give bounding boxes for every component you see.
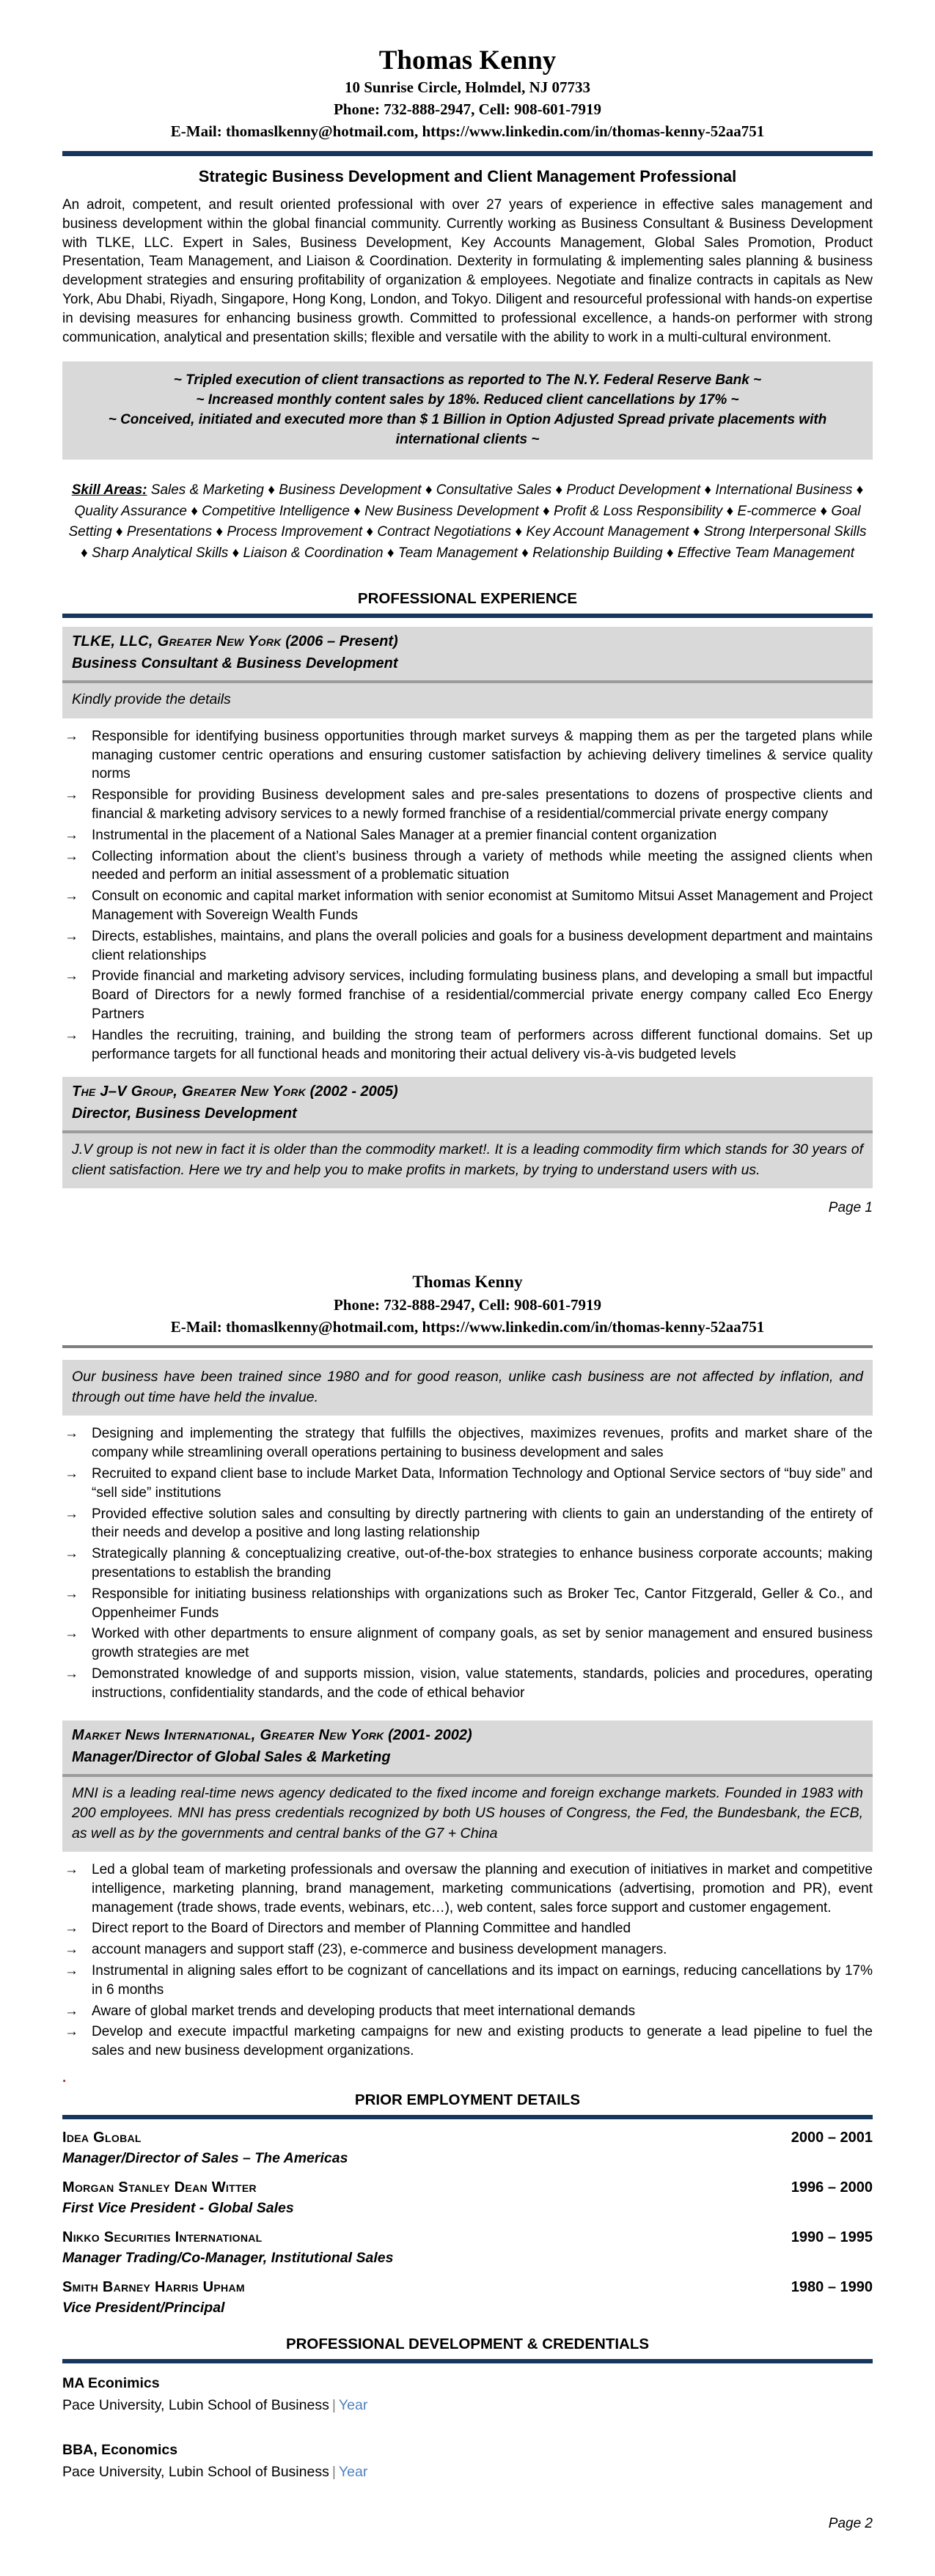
arrow-bullet-glyph: →	[65, 968, 78, 985]
job-bullet-list	[62, 727, 873, 1064]
mni-bullet-list	[62, 1861, 873, 2061]
prior-job-role: First Vice President - Global Sales	[62, 2200, 294, 2217]
education-year-link[interactable]: Year	[338, 2464, 368, 2481]
section-prior-employment: PRIOR EMPLOYMENT DETAILS	[354, 2091, 581, 2109]
prior-job-entry	[62, 2279, 873, 2316]
education-school: Pace University, Lubin School of Business	[62, 2464, 329, 2481]
prior-company-name: Smith Barney Harris Upham	[62, 2279, 245, 2296]
prior-company-name: Morgan Stanley Dean Witter	[62, 2179, 257, 2196]
bullet-item: → Aware of global market trends and developing products that meet international demands	[62, 2002, 873, 2021]
bullet-item: → Strategically planning & conceptualizing creative, out-of-the-box strategies to enhance business corporate accounts; making presentations to establish the branding	[62, 1545, 873, 1583]
section-credentials: PROFESSIONAL DEVELOPMENT & CREDENTIALS	[285, 2336, 650, 2353]
prior-job-role: Manager/Director of Sales – The Americas	[62, 2150, 348, 2167]
section-divider	[62, 614, 873, 618]
arrow-bullet-glyph: →	[65, 1963, 78, 1979]
bullet-item: → Instrumental in aligning sales effort to be cognizant of cancellations and its impact on earnings, reducing cancellations by 17% in 6 months	[62, 1962, 873, 2000]
job-role: Business Consultant & Business Development	[72, 655, 398, 672]
job-description: Kindly provide the details	[62, 683, 873, 718]
arrow-bullet-glyph: →	[65, 1626, 78, 1642]
page-1-number: Page 1	[828, 1200, 873, 1216]
prior-job-entry	[62, 2179, 873, 2217]
bullet-item: → Direct report to the Board of Directors and member of Planning Committee and handled	[62, 1919, 873, 1938]
bullet-item: → Demonstrated knowledge of and supports mission, vision, value statements, standards, policies and procedures, operating instructions, confidentiality standards, and the code of ethical behavior	[62, 1665, 873, 1703]
section-divider	[62, 2359, 873, 2363]
stray-period-mark: .	[62, 2070, 67, 2086]
job-dates: (2006 – Present)	[285, 633, 398, 650]
job-role: Manager/Director of Global Sales & Marketing	[72, 1748, 391, 1765]
prior-job-role: Manager Trading/Co-Manager, Institutional Sales	[62, 2250, 394, 2267]
arrow-bullet-glyph: →	[65, 1862, 78, 1878]
phone-line: Phone: 732-888-2947, Cell: 908-601-7919	[333, 100, 602, 118]
arrow-bullet-glyph: →	[65, 787, 78, 803]
bullet-item: → Provided effective solution sales and consulting by directly partnering with clients to gain an understanding of the entirety of their needs and develop a positive and long lasting relationship	[62, 1505, 873, 1543]
professional-title: Strategic Business Development and Client Management Professional	[198, 167, 737, 185]
arrow-bullet-glyph: →	[65, 1546, 78, 1562]
arrow-bullet-glyph: →	[65, 1466, 78, 1482]
bullet-item: → Recruited to expand client base to include Market Data, Information Technology and Optional Service sectors of “buy side” and “sell side” institutions	[62, 1465, 873, 1503]
arrow-bullet-glyph: →	[65, 1586, 78, 1602]
job-company-line	[72, 1727, 863, 1744]
prior-job-entry	[62, 2130, 873, 2167]
arrow-bullet-glyph: →	[65, 1027, 78, 1043]
page-2-number: Page 2	[828, 2516, 873, 2532]
education-degree: BBA, Economics	[62, 2442, 178, 2459]
bullet-item: → Develop and execute impactful marketing campaigns for new and existing products to generate a lead pipeline to fuel the sales and new business development organizations.	[62, 2023, 873, 2061]
prior-job-dates: 1996 – 2000	[791, 2179, 873, 2196]
job-description: MNI is a leading real-time news agency dedicated to the fixed income and foreign exchange markets. Founded in 1983 with 200 employees. MNI has press credentials recognized by both US houses of Congress, the Fed, the Bundesbank, the ECB, as well as by the governments and central banks of the G7 + China	[62, 1777, 873, 1852]
highlight-line: ~ Conceived, initiated and executed more than $ 1 Billion in Option Adjusted Spread private placements with international clients ~	[108, 412, 827, 448]
job-description: J.V group is not new in fact it is older than the commodity market!. It is a leading commodity firm which stands for 30 years of client satisfaction. Here we try and help you to make profits in markets, by trying to understand users with us.	[62, 1133, 873, 1188]
bullet-item: → Handles the recruiting, training, and building the strong team of performers across different functional domains. Set up performance targets for all functional heads and monitoring their actual delivery vis-à-vis budgeted levels	[62, 1026, 873, 1064]
prior-company-name: Nikko Securities International	[62, 2229, 263, 2246]
job-company-line	[72, 633, 863, 650]
pipe-separator: |	[331, 2464, 336, 2481]
skill-areas-paragraph	[62, 480, 873, 564]
address-line: 10 Sunrise Circle, Holmdel, NJ 07733	[344, 78, 590, 96]
skill-areas-label: Skill Areas:	[71, 482, 147, 498]
bullet-item: → Consult on economic and capital market information with senior economist at Sumitomo Mitsui Asset Management and Project Management with Sovereign Wealth Funds	[62, 887, 873, 925]
arrow-bullet-glyph: →	[65, 1506, 78, 1522]
section-divider	[62, 2115, 873, 2119]
summary-paragraph: An adroit, competent, and result oriented professional with over 27 years of experience in effective sales management and business development within the global financial community. Currently working as Business Consultant & Business Development with TLKE, LLC. Expert in Sales, Business Development, Key Accounts Management, Global Sales Promotion, Product Presentation, Team Management, and Liaison & Coordination. Dexterity in formulating & implementing sales planning & business development strategies and ensuring profitability of organization & employees. Negotiate and finalize contracts in capitals as New York, Abu Dhabi, Riyadh, Singapore, Hong Kong, London, and Tokyo. Diligent and resourceful professional with hands-on expertise in devising measures for enhancing business growth. Committed to professional excellence, a hands-on performer with strong communication, analytical and presentation skills; flexible and versatile with the ability to work in a multi-cultural environment.	[62, 197, 873, 345]
job-company-name: The J–V Group, Greater New York	[72, 1083, 307, 1100]
header-divider	[62, 151, 873, 156]
section-professional-experience: PROFESSIONAL EXPERIENCE	[357, 590, 578, 608]
education-entry	[62, 2375, 873, 2414]
prior-job-row	[62, 2130, 873, 2146]
bullet-item: → Led a global team of marketing professionals and oversaw the planning and execution of initiatives in market and competitive intelligence, marketing planning, brand management, marketing communications (advertising, promotion and PR), event management (trade shows, trade events, webinars, etc…), web content, sales force support and customer engagement.	[62, 1861, 873, 1917]
prior-employment-list	[62, 2130, 873, 2316]
arrow-bullet-glyph: →	[65, 848, 78, 864]
header-divider-gray	[62, 1345, 873, 1348]
job-mni	[62, 1721, 873, 2061]
job-company-line	[72, 1083, 863, 1100]
education-school-line	[62, 2397, 873, 2414]
education-school-line	[62, 2464, 873, 2481]
job-company-name: TLKE, LLC, Greater New York	[72, 633, 282, 650]
prior-job-dates: 2000 – 2001	[791, 2130, 873, 2146]
jv-bullet-list	[62, 1424, 873, 1702]
prior-job-row	[62, 2279, 873, 2296]
arrow-bullet-glyph: →	[65, 827, 78, 843]
bullet-item: → account managers and support staff (23), e-commerce and business development managers.	[62, 1940, 873, 1959]
job-role: Director, Business Development	[72, 1105, 297, 1122]
candidate-name: Thomas Kenny	[378, 45, 557, 76]
achievement-highlights-box	[62, 361, 873, 460]
skill-areas-list: Sales & Marketing ♦ Business Development ♦ Consultative Sales ♦ Product Development ♦ International Business ♦ Quality Assurance ♦ Competitive Intelligence ♦ New Business Development ♦ Profit & Loss Responsibility ♦ E-commerce ♦ Goal Setting ♦ Presentations ♦ Process Improvement ♦ Contract Negotiations ♦ Key Account Management ♦ Strong Interpersonal Skills ♦ Sharp Analytical Skills ♦ Liaison & Coordination ♦ Team Management ♦ Relationship Building ♦ Effective Team Management	[68, 482, 867, 561]
job-company-name: Market News International, Greater New York	[72, 1726, 384, 1743]
page-2	[62, 1270, 873, 2532]
bullet-item: → Designing and implementing the strategy that fulfills the objectives, maximizes revenues, profits and market share of the company while streamlining overall operations pertaining to business development and sales	[62, 1424, 873, 1462]
job-jv-group	[62, 1077, 873, 1188]
email-linkedin-line[interactable]: E-Mail: thomaslkenny@hotmail.com, https://www.linkedin.com/in/thomas-kenny-52aa751	[170, 1318, 765, 1336]
highlight-line: ~ Increased monthly content sales by 18%. Reduced client cancellations by 17% ~	[196, 392, 739, 408]
arrow-bullet-glyph: →	[65, 2003, 78, 2019]
jv-business-intro-box: Our business have been trained since 1980 and for good reason, unlike cash business are not affected by inflation, and through out time have held the invalue.	[62, 1360, 873, 1416]
job-header	[62, 1077, 873, 1133]
job-header	[62, 1721, 873, 1777]
prior-job-dates: 1980 – 1990	[791, 2279, 873, 2296]
education-entry	[62, 2442, 873, 2481]
arrow-bullet-glyph: →	[65, 1942, 78, 1958]
prior-job-row	[62, 2229, 873, 2246]
arrow-bullet-glyph: →	[65, 1666, 78, 1682]
bullet-item: → Collecting information about the client’s business through a variety of methods while meeting the assigned clients when needed and perform an initial assessment of a problematic situation	[62, 847, 873, 886]
education-school: Pace University, Lubin School of Business	[62, 2397, 329, 2414]
prior-job-row	[62, 2179, 873, 2196]
bullet-item: → Instrumental in the placement of a National Sales Manager at a premier financial content organization	[62, 826, 873, 845]
prior-job-dates: 1990 – 1995	[791, 2229, 873, 2246]
job-dates: (2002 - 2005)	[309, 1083, 398, 1100]
bullet-item: → Responsible for initiating business relationships with organizations such as Broker Tec, Cantor Fitzgerald, Geller & Co., and Oppenheimer Funds	[62, 1585, 873, 1623]
arrow-bullet-glyph: →	[65, 888, 78, 905]
bullet-item: → Directs, establishes, maintains, and plans the overall policies and goals for a business development department and maintains client relationships	[62, 927, 873, 965]
education-degree: MA Econimics	[62, 2375, 160, 2392]
arrow-bullet-glyph: →	[65, 928, 78, 944]
job-tlke	[62, 627, 873, 1064]
prior-job-entry	[62, 2229, 873, 2267]
email-linkedin-line[interactable]: E-Mail: thomaslkenny@hotmail.com, https://www.linkedin.com/in/thomas-kenny-52aa751	[170, 122, 765, 140]
education-year-link[interactable]: Year	[338, 2397, 368, 2414]
job-dates: (2001- 2002)	[388, 1726, 472, 1743]
pipe-separator: |	[331, 2397, 336, 2414]
arrow-bullet-glyph: →	[65, 728, 78, 744]
phone-line: Phone: 732-888-2947, Cell: 908-601-7919	[333, 1296, 602, 1314]
candidate-name: Thomas Kenny	[412, 1273, 523, 1292]
highlight-line: ~ Tripled execution of client transactions as reported to The N.Y. Federal Reserve Bank ~	[173, 372, 762, 389]
prior-company-name: Idea Global	[62, 2130, 142, 2146]
bullet-item: → Responsible for identifying business opportunities through market surveys & mapping them as per the targeted plans while managing customer centric operations and ensuring customer satisfaction by achieving delivery timelines & service quality norms	[62, 727, 873, 784]
bullet-item: → Worked with other departments to ensure alignment of company goals, as set by senior management and ensured business growth strategies are met	[62, 1624, 873, 1663]
arrow-bullet-glyph: →	[65, 1426, 78, 1442]
prior-job-role: Vice President/Principal	[62, 2300, 225, 2316]
arrow-bullet-glyph: →	[65, 1921, 78, 1937]
job-header	[62, 627, 873, 683]
bullet-item: → Provide financial and marketing advisory services, including formulating business plans, and developing a small but impactful Board of Directors for a newly formed franchise of a residential/commercial private energy company called Eco Energy Partners	[62, 967, 873, 1023]
page-1	[62, 45, 873, 1216]
arrow-bullet-glyph: →	[65, 2024, 78, 2040]
bullet-item: → Responsible for providing Business development sales and pre-sales presentations to dozens of prospective clients and financial & marketing advisory services to a newly formed franchise of a residential/commercial private energy company	[62, 786, 873, 824]
